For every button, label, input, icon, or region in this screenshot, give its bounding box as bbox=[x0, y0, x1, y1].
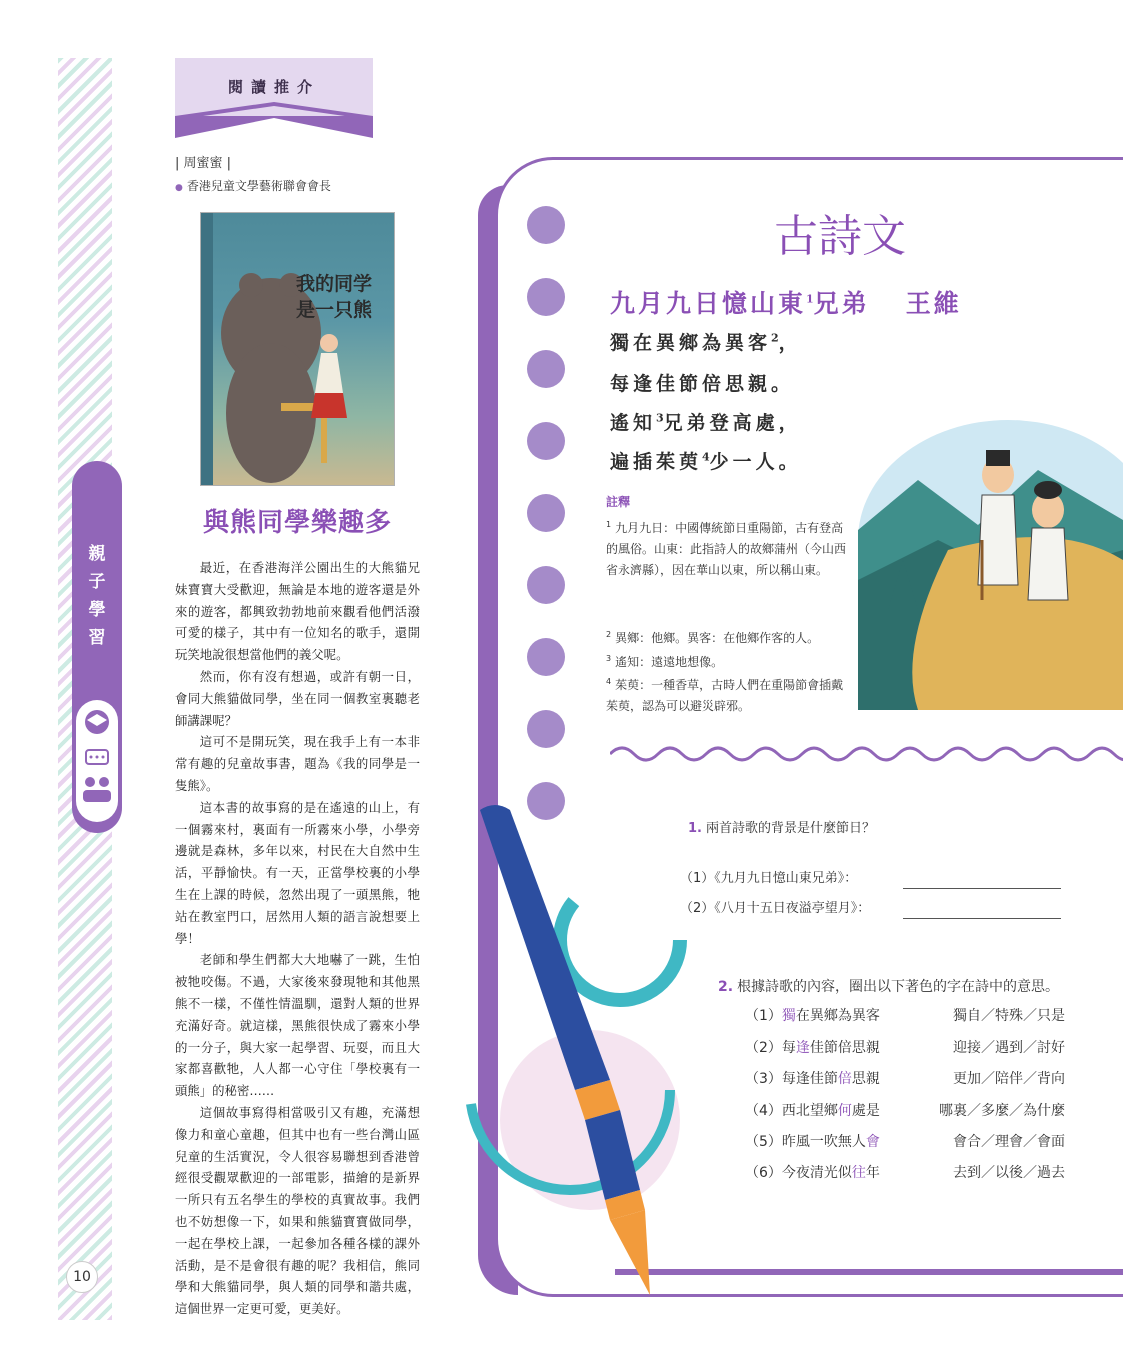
banner-ribbon bbox=[175, 58, 373, 138]
q2-row: （1）獨在異鄉為異客 獨自／特殊／只是 bbox=[745, 1005, 1065, 1025]
article-paragraph: 這可不是開玩笑，現在我手上有一本非常有趣的兒童故事書，題為《我的同學是一隻熊》。 bbox=[175, 734, 420, 793]
answer-options[interactable]: 哪裏／多麼／為什麼 bbox=[939, 1103, 1065, 1119]
binder-ring bbox=[527, 206, 565, 244]
q2-row: （4）西北望鄉何處是 哪裏／多麼／為什麼 bbox=[745, 1100, 1065, 1120]
section-title bbox=[72, 540, 122, 652]
binder-ring bbox=[527, 566, 565, 604]
article-paragraph: 這個故事寫得相當吸引又有趣，充滿想像力和童心童趣，但其中也有一些台灣山區兒童的生活實況，令人很容易聯想到香港曾經很受觀眾歡迎的一部電影，描繪的是新界一所只有五名學生的學校的真實故事。我們也不妨想像一下，如果和熊貓寶寶做同學，一起在學校上課，一起參加各種各樣的課外活動，是不是會很有趣的呢？我相信，熊同學和大熊貓同學，與人類的同學和諧共處，這個世界一定更可愛，更美好。 bbox=[175, 1104, 420, 1317]
banner-title: 閱讀推介 bbox=[227, 78, 320, 96]
notes-heading: 註釋 bbox=[606, 495, 631, 509]
binder-ring bbox=[527, 494, 565, 532]
binder-ring bbox=[527, 710, 565, 748]
note-item: $^3$ 遙知：遠遠地想像。 bbox=[606, 654, 724, 669]
book-cover-illustration bbox=[201, 213, 395, 486]
question-1: 1. 兩首詩歌的背景是什麼節日？ bbox=[688, 821, 875, 836]
q1-item: （2）《八月十五日夜溢亭望月》： bbox=[680, 901, 871, 916]
answer-options[interactable]: 獨自／特殊／只是 bbox=[953, 1008, 1065, 1024]
binder-ring bbox=[527, 278, 565, 316]
binder-ring bbox=[527, 350, 565, 388]
note-item: $^4$ 茱萸：一種香草，古時人們在重陽節會插戴茱萸，認為可以避災辟邪。 bbox=[606, 677, 844, 713]
poem-line: 遙知$^3$兄弟登高處， bbox=[610, 411, 802, 434]
section-title-text: 親子學習 bbox=[88, 544, 106, 648]
article-paragraph: 最近，在香港海洋公園出生的大熊貓兄妹寶寶大受歡迎，無論是本地的遊客還是外來的遊客，都興致勃勃地前來觀看他們活潑可愛的樣子，其中有一位知名的歌手，還開玩笑地說很想當他們的義父呢。 bbox=[175, 560, 420, 663]
note-item: $^1$ 九月九日：中國傳統節日重陽節，古有登高的風俗。山東：此指詩人的故鄉蒲州（今山西省永濟縣），因在華山以東，所以稱山東。 bbox=[606, 520, 847, 577]
answer-blank[interactable] bbox=[903, 918, 1061, 919]
book-title: 我的同学是一只熊 bbox=[296, 273, 373, 321]
poem-title: 九月九日憶山東$^1$兄弟 王維 bbox=[610, 289, 962, 318]
learning-icon bbox=[76, 700, 118, 822]
page-number: 10 bbox=[66, 1261, 98, 1293]
wave-divider bbox=[610, 740, 1123, 768]
answer-options[interactable]: 迎接／遇到／討好 bbox=[953, 1040, 1065, 1056]
q2-row: （2）每逢佳節倍思親 迎接／遇到／討好 bbox=[745, 1037, 1065, 1057]
poem-line: 獨在異鄉為異客$^2$， bbox=[610, 331, 802, 354]
section-icons bbox=[76, 700, 118, 822]
bullet-icon: ● bbox=[175, 183, 183, 193]
answer-options[interactable]: 更加／陪伴／背向 bbox=[953, 1071, 1065, 1087]
article-paragraph: 然而，你有沒有想過，或許有朝一日，會同大熊貓做同學，坐在同一個教室裏聽老師講課呢？ bbox=[175, 668, 420, 728]
poem-illustration bbox=[858, 410, 1123, 710]
binder-ring bbox=[527, 422, 565, 460]
article-title: 與熊同學樂趣多 bbox=[202, 508, 392, 538]
q1-item: （1）《九月九日憶山東兄弟》： bbox=[680, 871, 858, 886]
binder-ring bbox=[527, 638, 565, 676]
q2-row: （6）今夜清光似往年 去到／以後／過去 bbox=[745, 1162, 1065, 1182]
fountain-pen-illustration bbox=[440, 790, 700, 1300]
author-name: | 周蜜蜜 | bbox=[175, 156, 232, 171]
q2-row: （3）每逢佳節倍思親 更加／陪伴／背向 bbox=[745, 1068, 1065, 1088]
answer-blank[interactable] bbox=[903, 888, 1061, 889]
answer-options[interactable]: 會合／理會／會面 bbox=[953, 1134, 1065, 1150]
answer-options[interactable]: 去到／以後／過去 bbox=[953, 1165, 1065, 1181]
q2-row: （5）昨風一吹無人會 會合／理會／會面 bbox=[745, 1131, 1065, 1151]
author-title: ● 香港兒童文學藝術聯會會長 bbox=[175, 179, 331, 193]
notebook-title: 古詩文 bbox=[774, 211, 906, 262]
book-cover bbox=[200, 212, 395, 486]
poem-author: 王維 bbox=[905, 289, 962, 318]
article-paragraph: 老師和學生們都大大地嚇了一跳，生怕被牠咬傷。不過，大家後來發現牠和其他黑熊不一樣，不僅性情溫馴，還對人類的世界充滿好奇。就這樣，黑熊很快成了霧來小學的一分子，與大家一起學習、玩耍，而且大家都喜歡牠，人人都一心守住「學校裏有一頭熊」的秘密…… bbox=[175, 952, 420, 1099]
note-item: $^2$ 異鄉：他鄉。異客：在他鄉作客的人。 bbox=[606, 630, 820, 645]
poem-line: 遍插茱萸$^4$少一人。 bbox=[610, 450, 802, 473]
article-paragraph: 這本書的故事寫的是在遙遠的山上，有一個霧來村，裏面有一所霧來小學，小學旁邊就是森林，多年以來，村民在大自然中生活，平靜愉快。有一天，正當學校裏的小學生在上課的時候，忽然出現了一頭黑熊，牠站在教室門口，居然用人類的語言說想要上學！ bbox=[175, 799, 420, 946]
poem-line: 每逢佳節倍思親。 bbox=[610, 373, 795, 395]
question-2: 2. 根據詩歌的內容，圈出以下著色的字在詩中的意思。 bbox=[718, 979, 1060, 995]
article-body bbox=[175, 557, 420, 1320]
